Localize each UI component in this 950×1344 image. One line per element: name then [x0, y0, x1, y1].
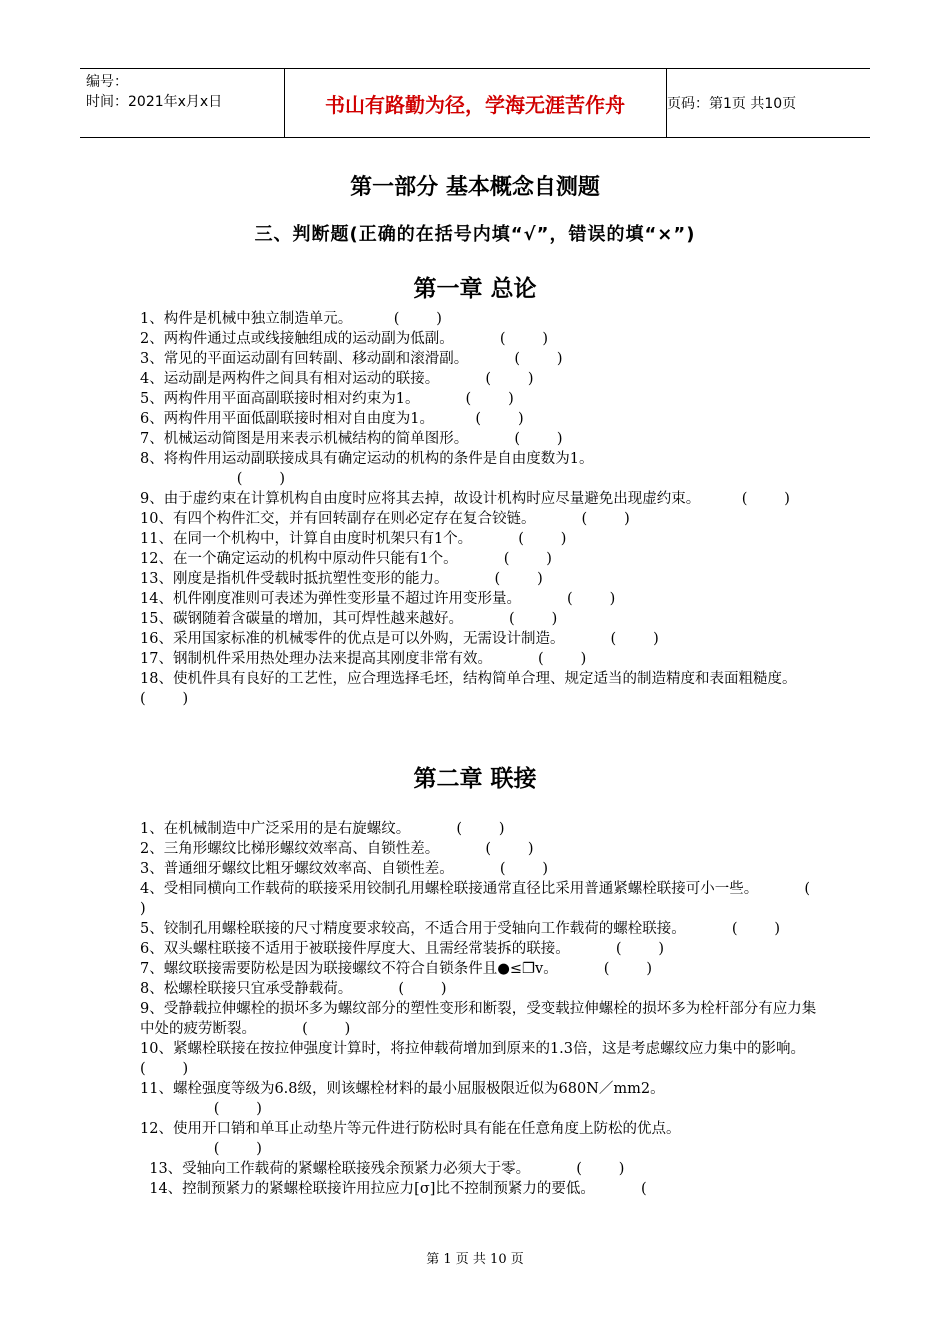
chapter1-title: 第一章 总论 — [413, 276, 537, 302]
question-item: 8、将构件用运动副联接成具有确定运动的机构的条件是自由度数为1。 ( ) — [140, 451, 594, 487]
page-label: 页码：第1页 共10页 — [667, 96, 797, 112]
page-footer: 第 1 页 共 10 页 — [426, 1252, 524, 1267]
question-item: 10、紧螺栓联接在按拉伸强度计算时，将拉伸载荷增加到原来的1.3倍，这是考虑螺纹应力集中的影响。 ( ) — [140, 1041, 852, 1077]
question-item: 4、受相同横向工作载荷的联接采用铰制孔用螺栓联接通常直径比采用普通紧螺栓联接可小一些。 ( ) — [140, 881, 847, 917]
question-item: 17、钢制机件采用热处理办法来提高其刚度非常有效。 ( ) — [140, 651, 587, 667]
question-item: 16、采用国家标准的机械零件的优点是可以外购，无需设计制造。 ( ) — [140, 631, 659, 647]
question-item: 18、使机件具有良好的工艺性，应合理选择毛坯，结构简单合理、规定适当的制造精度和表面粗糙度。 ( ) — [140, 671, 838, 707]
question-item: 3、常见的平面运动副有回转副、移动副和滚滑副。 ( ) — [140, 351, 563, 367]
time-label: 时间：2021年x月x日 — [86, 94, 223, 110]
chapter2-title: 第二章 联接 — [413, 766, 537, 792]
question-item: 14、机件刚度准则可表述为弹性变形量不超过许用变形量。 ( ) — [140, 591, 616, 607]
number-label: 编号： — [86, 74, 128, 90]
question-item: 9、受静载拉伸螺栓的损坏多为螺纹部分的塑性变形和断裂，受变载拉伸螺栓的损坏多为栓杆部分有应力集中处的疲劳断裂。 ( ) — [140, 1001, 817, 1037]
question-item: 4、运动副是两构件之间具有相对运动的联接。 ( ) — [140, 371, 534, 387]
question-item: 6、双头螺柱联接不适用于被联接件厚度大、且需经常装拆的联接。 ( ) — [140, 941, 665, 957]
header-left-cell — [80, 69, 285, 137]
question-item: 13、受轴向工作载荷的紧螺栓联接残余预紧力必须大于零。 ( ) — [140, 1161, 625, 1177]
question-item: 11、螺栓强度等级为6.8级，则该螺栓材料的最小屈服极限近似为680N／mm2。 ( ) — [140, 1081, 665, 1117]
question-item: 11、在同一个机构中，计算自由度时机架只有1个。 ( ) — [140, 531, 567, 547]
motto: 书山有路勤为径，学海无涯苦作舟 — [284, 69, 667, 137]
question-item: 8、松螺栓联接只宜承受静载荷。 ( ) — [140, 981, 447, 997]
question-item: 1、在机械制造中广泛采用的是右旋螺纹。 ( ) — [140, 821, 505, 837]
question-item: 10、有四个构件汇交，并有回转副存在则必定存在复合铰链。 ( ) — [140, 511, 630, 527]
question-item: 12、使用开口销和单耳止动垫片等元件进行防松时具有能在任意角度上防松的优点。 ( ) — [140, 1121, 681, 1157]
question-item: 2、三角形螺纹比梯形螺纹效率高、自锁性差。 ( ) — [140, 841, 534, 857]
question-item: 13、刚度是指机件受载时抵抗塑性变形的能力。 ( ) — [140, 571, 543, 587]
question-item: 1、构件是机械中独立制造单元。 ( ) — [140, 311, 442, 327]
chapter1-question-list — [140, 309, 838, 709]
section-title: 三、判断题(正确的在括号内填“√”，错误的填“×”) — [254, 224, 696, 245]
question-item: 5、铰制孔用螺栓联接的尺寸精度要求较高，不适合用于受轴向工作载荷的螺栓联接。 ( ) — [140, 921, 781, 937]
question-item: 7、螺纹联接需要防松是因为联接螺纹不符合自锁条件且●≤❐v。 ( ) — [140, 961, 652, 977]
part-title: 第一部分 基本概念自测题 — [350, 175, 600, 200]
question-item: 3、普通细牙螺纹比粗牙螺纹效率高、自锁性差。 ( ) — [140, 861, 549, 877]
question-item: 7、机械运动简图是用来表示机械结构的简单图形。 ( ) — [140, 431, 563, 447]
chapter2-question-list — [140, 819, 852, 1199]
question-item: 14、控制预紧力的紧螺栓联接许用拉应力[σ]比不控制预紧力的要低。 ( — [140, 1181, 647, 1197]
question-item: 15、碳钢随着含碳量的增加，其可焊性越来越好。 ( ) — [140, 611, 558, 627]
page-label-cell — [666, 69, 870, 137]
question-item: 12、在一个确定运动的机构中原动件只能有1个。 ( ) — [140, 551, 552, 567]
question-item: 9、由于虚约束在计算机构自由度时应将其去掉，故设计机构时应尽量避免出现虚约束。 ( ) — [140, 491, 790, 507]
question-item: 6、两构件用平面低副联接时相对自由度为1。 ( ) — [140, 411, 524, 427]
question-item: 5、两构件用平面高副联接时相对约束为1。 ( ) — [140, 391, 514, 407]
question-item: 2、两构件通过点或线接触组成的运动副为低副。 ( ) — [140, 331, 549, 347]
header-table — [80, 68, 870, 138]
